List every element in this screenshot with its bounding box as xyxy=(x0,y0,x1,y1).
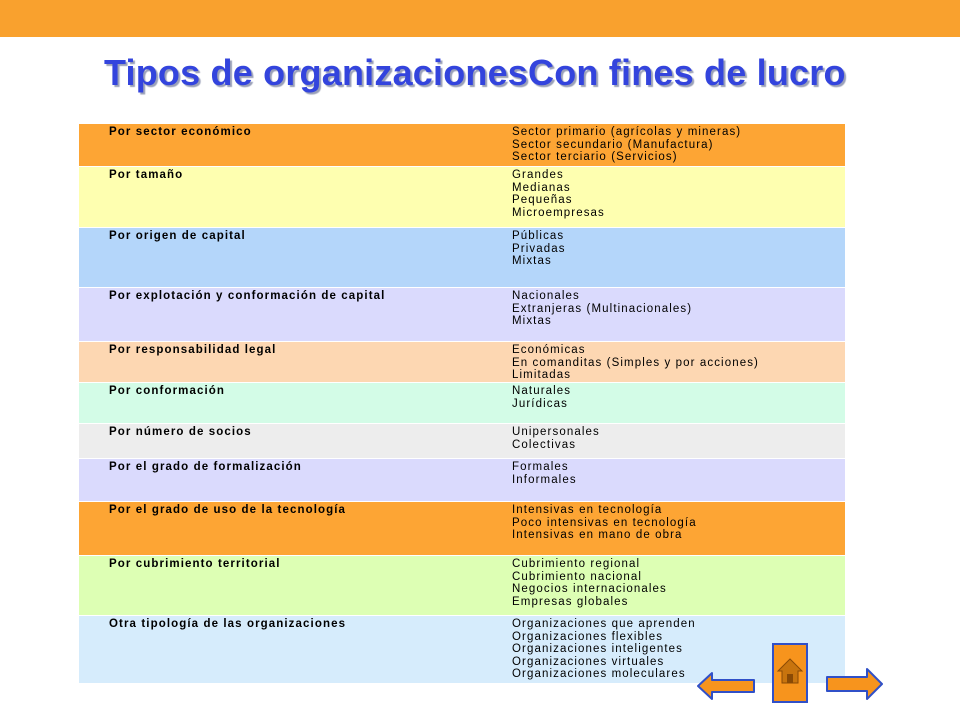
row-value: Mixtas xyxy=(512,315,552,327)
home-button[interactable] xyxy=(772,643,808,703)
row-values xyxy=(512,288,845,341)
back-button[interactable] xyxy=(697,671,757,701)
row-value: Sector terciario (Servicios) xyxy=(512,151,678,163)
row-value: Informales xyxy=(512,473,577,486)
row-category: Por explotación y conformación de capital xyxy=(109,290,386,302)
row-values xyxy=(512,459,845,501)
row-value: Pequeñas xyxy=(512,194,573,206)
row-value: Públicas xyxy=(512,230,565,242)
table-row xyxy=(79,424,845,459)
table-row xyxy=(79,459,845,502)
row-value: Organizaciones que aprenden xyxy=(512,618,696,630)
row-values xyxy=(512,502,845,555)
right-arrow-icon xyxy=(827,669,882,699)
row-value: Sector secundario (Manufactura) xyxy=(512,138,714,151)
row-values xyxy=(512,342,845,382)
forward-button[interactable] xyxy=(825,667,883,701)
left-arrow-icon xyxy=(698,673,754,699)
table-row xyxy=(79,124,845,167)
row-value: Mixtas xyxy=(512,255,552,267)
row-value: Negocios internacionales xyxy=(512,583,667,595)
row-value: Empresas globales xyxy=(512,595,629,608)
row-value: Intensivas en tecnología xyxy=(512,504,663,516)
row-value: Económicas xyxy=(512,344,586,356)
row-category: Otra tipología de las organizaciones xyxy=(109,618,347,630)
row-value: Intensivas en mano de obra xyxy=(512,529,683,541)
table-row xyxy=(79,383,845,424)
table-row xyxy=(79,502,845,556)
row-value: Organizaciones inteligentes xyxy=(512,643,683,655)
row-category: Por número de socios xyxy=(109,426,252,438)
row-category: Por origen de capital xyxy=(109,230,246,242)
row-category: Por el grado de formalización xyxy=(109,461,302,473)
row-values xyxy=(512,556,845,615)
row-category: Por el grado de uso de la tecnología xyxy=(109,504,347,516)
row-value: Medianas xyxy=(512,181,571,194)
row-values xyxy=(512,424,845,458)
typology-table xyxy=(79,124,845,684)
row-value: Cubrimiento nacional xyxy=(512,570,643,583)
row-value: Naturales xyxy=(512,385,572,397)
top-bar xyxy=(0,0,960,37)
row-value: Organizaciones virtuales xyxy=(512,655,665,668)
row-value: Limitadas xyxy=(512,369,572,381)
table-row xyxy=(79,342,845,383)
row-value: Privadas xyxy=(512,242,566,255)
row-value: Jurídicas xyxy=(512,397,568,410)
row-values xyxy=(512,383,845,423)
row-category: Por responsabilidad legal xyxy=(109,344,277,356)
row-category: Por conformación xyxy=(109,385,226,397)
row-category: Por cubrimiento territorial xyxy=(109,558,281,570)
row-value: Organizaciones moleculares xyxy=(512,668,686,680)
table-row xyxy=(79,228,845,288)
page-title: Tipos de organizacionesCon fines de lucro xyxy=(104,52,846,93)
row-category: Por sector económico xyxy=(109,126,252,138)
row-values xyxy=(512,124,845,166)
row-category: Por tamaño xyxy=(109,169,184,181)
row-value: Nacionales xyxy=(512,290,580,302)
row-value: Cubrimiento regional xyxy=(512,558,641,570)
row-values xyxy=(512,228,845,287)
row-value: Microempresas xyxy=(512,206,605,219)
row-value: Sector primario (agrícolas y mineras) xyxy=(512,126,742,138)
row-value: Organizaciones flexibles xyxy=(512,630,664,643)
row-value: Colectivas xyxy=(512,438,577,451)
table-row xyxy=(79,288,845,342)
table-row xyxy=(79,556,845,616)
row-values xyxy=(512,167,845,227)
table-row xyxy=(79,167,845,228)
row-value: Poco intensivas en tecnología xyxy=(512,516,697,529)
row-value: Grandes xyxy=(512,169,564,181)
row-value: En comanditas (Simples y por acciones) xyxy=(512,356,759,369)
row-value: Unipersonales xyxy=(512,426,600,438)
row-value: Formales xyxy=(512,461,569,473)
row-value: Extranjeras (Multinacionales) xyxy=(512,302,693,315)
